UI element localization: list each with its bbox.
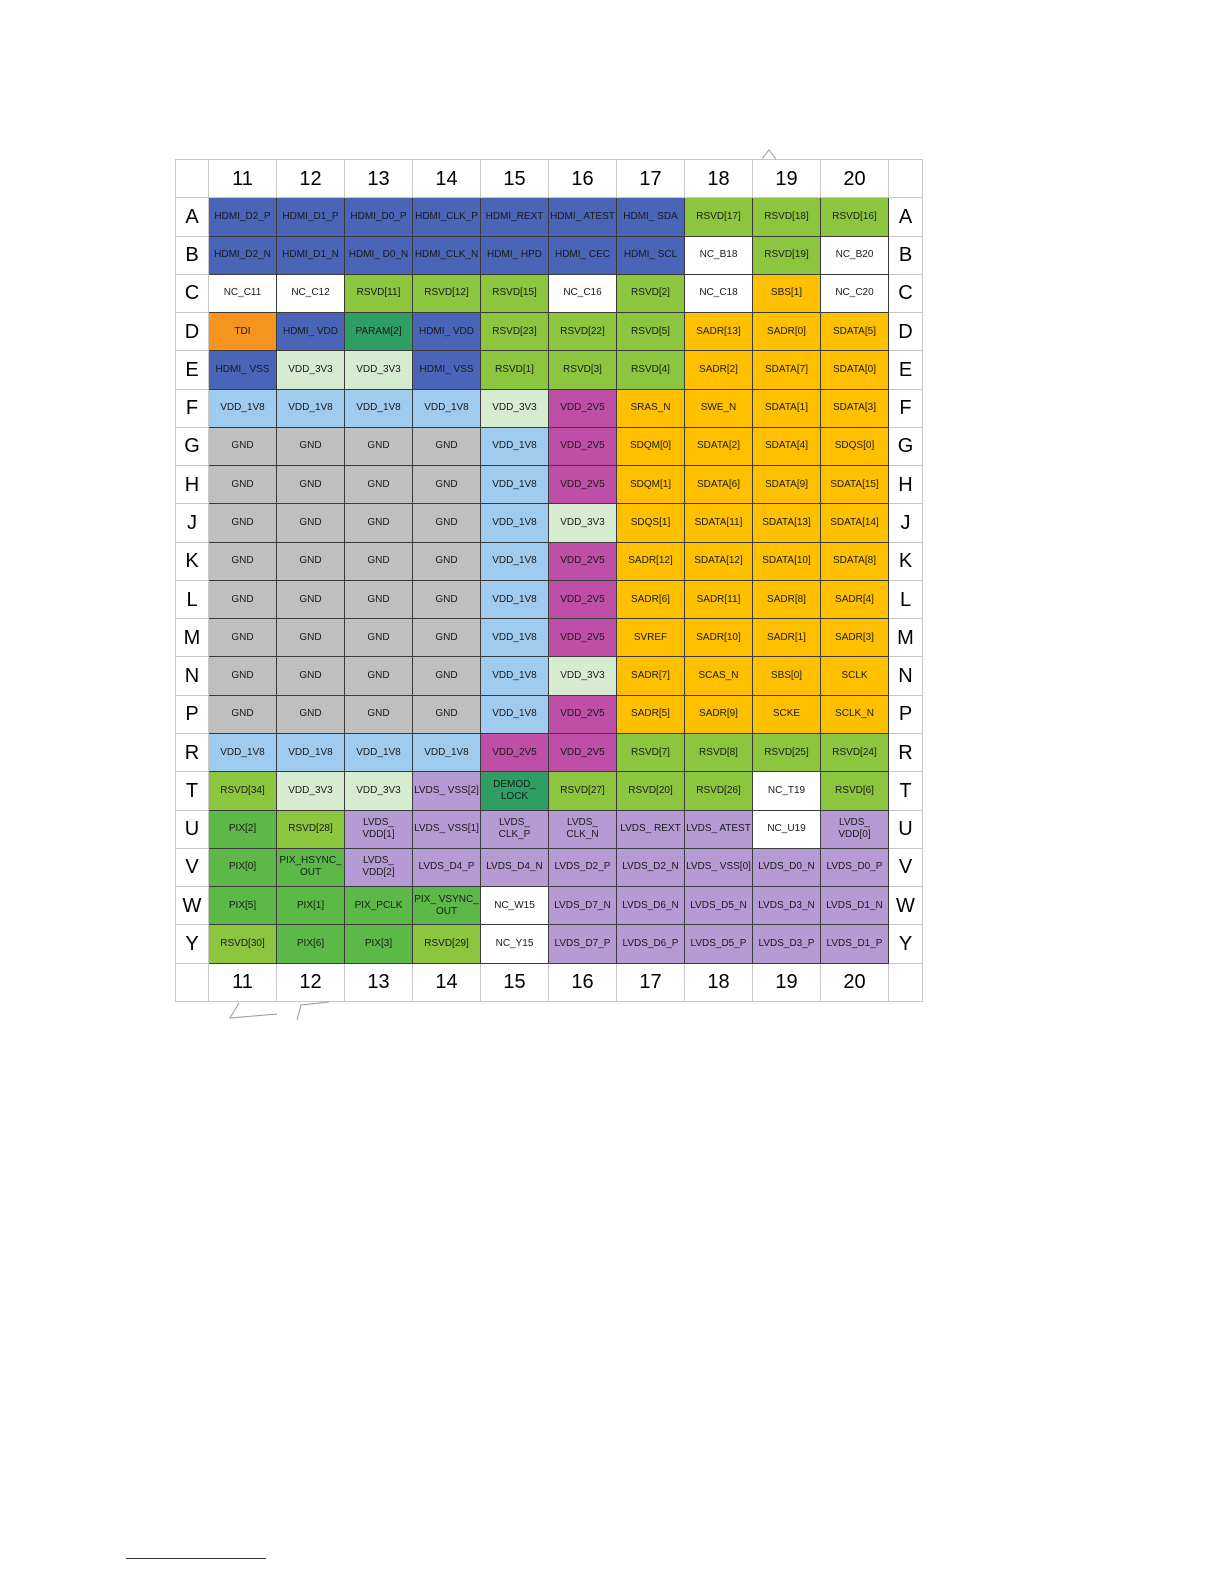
row-label-right: B <box>889 236 923 274</box>
pin-cell-T16: RSVD[27] <box>549 772 617 810</box>
column-header-14: 14 <box>413 963 481 1001</box>
pin-cell-Y16: LVDS_D7_P <box>549 925 617 963</box>
row-label-left: F <box>176 389 209 427</box>
pin-cell-L12: GND <box>277 580 345 618</box>
pin-row-D <box>176 313 923 351</box>
pin-cell-J14: GND <box>413 504 481 542</box>
pin-cell-F11: VDD_1V8 <box>209 389 277 427</box>
pin-cell-Y15: NC_Y15 <box>481 925 549 963</box>
column-header-12: 12 <box>277 963 345 1001</box>
pin-cell-L15: VDD_1V8 <box>481 580 549 618</box>
column-header-19: 19 <box>753 963 821 1001</box>
corner-cell <box>176 160 209 198</box>
pin-cell-F12: VDD_1V8 <box>277 389 345 427</box>
pin-cell-V15: LVDS_D4_N <box>481 848 549 886</box>
row-label-left: J <box>176 504 209 542</box>
pin-cell-R16: VDD_2V5 <box>549 733 617 771</box>
pin-cell-B14: HDMI_CLK_N <box>413 236 481 274</box>
pin-cell-T17: RSVD[20] <box>617 772 685 810</box>
pin-cell-E11: HDMI_ VSS <box>209 351 277 389</box>
pin-row-F <box>176 389 923 427</box>
pin-cell-J18: SDATA[11] <box>685 504 753 542</box>
pin-cell-H19: SDATA[9] <box>753 466 821 504</box>
pin-cell-N20: SCLK <box>821 657 889 695</box>
pin-cell-H20: SDATA[15] <box>821 466 889 504</box>
pin-cell-B20: NC_B20 <box>821 236 889 274</box>
pin-cell-P18: SADR[9] <box>685 695 753 733</box>
column-header-18: 18 <box>685 963 753 1001</box>
pin-cell-D18: SADR[13] <box>685 313 753 351</box>
pin-cell-P15: VDD_1V8 <box>481 695 549 733</box>
pin-row-H <box>176 466 923 504</box>
pin-cell-K13: GND <box>345 542 413 580</box>
pin-cell-L13: GND <box>345 580 413 618</box>
pin-cell-P17: SADR[5] <box>617 695 685 733</box>
pin-cell-A14: HDMI_CLK_P <box>413 198 481 236</box>
row-label-left: D <box>176 313 209 351</box>
pin-cell-F19: SDATA[1] <box>753 389 821 427</box>
pin-cell-A20: RSVD[16] <box>821 198 889 236</box>
pin-cell-Y14: RSVD[29] <box>413 925 481 963</box>
pin-cell-W12: PIX[1] <box>277 887 345 925</box>
pin-cell-C18: NC_C18 <box>685 274 753 312</box>
pin-cell-K15: VDD_1V8 <box>481 542 549 580</box>
pin-row-L <box>176 580 923 618</box>
row-label-right: V <box>889 848 923 886</box>
row-label-left: U <box>176 810 209 848</box>
row-label-right: H <box>889 466 923 504</box>
pin-cell-H11: GND <box>209 466 277 504</box>
column-header-16: 16 <box>549 160 617 198</box>
pin-cell-C14: RSVD[12] <box>413 274 481 312</box>
pin-cell-R12: VDD_1V8 <box>277 733 345 771</box>
pin-cell-G12: GND <box>277 427 345 465</box>
pin-cell-R17: RSVD[7] <box>617 733 685 771</box>
pin-cell-F17: SRAS_N <box>617 389 685 427</box>
pin-cell-B12: HDMI_D1_N <box>277 236 345 274</box>
pin-cell-B16: HDMI_ CEC <box>549 236 617 274</box>
pin-cell-R19: RSVD[25] <box>753 733 821 771</box>
pin-cell-E13: VDD_3V3 <box>345 351 413 389</box>
pin-row-M <box>176 619 923 657</box>
pin-cell-K18: SDATA[12] <box>685 542 753 580</box>
pin-row-U <box>176 810 923 848</box>
pin-cell-W14: PIX_ VSYNC_ OUT <box>413 887 481 925</box>
column-header-17: 17 <box>617 963 685 1001</box>
pin-cell-L14: GND <box>413 580 481 618</box>
row-label-left: R <box>176 733 209 771</box>
row-label-left: W <box>176 887 209 925</box>
pin-cell-U14: LVDS_ VSS[1] <box>413 810 481 848</box>
pin-cell-H16: VDD_2V5 <box>549 466 617 504</box>
pin-cell-K19: SDATA[10] <box>753 542 821 580</box>
pin-cell-B11: HDMI_D2_N <box>209 236 277 274</box>
pin-cell-V18: LVDS_ VSS[0] <box>685 848 753 886</box>
pin-row-N <box>176 657 923 695</box>
row-label-left: N <box>176 657 209 695</box>
pin-cell-L18: SADR[11] <box>685 580 753 618</box>
pin-cell-K12: GND <box>277 542 345 580</box>
pin-cell-W18: LVDS_D5_N <box>685 887 753 925</box>
column-header-14: 14 <box>413 160 481 198</box>
pin-cell-D14: HDMI_ VDD <box>413 313 481 351</box>
pin-cell-Y17: LVDS_D6_P <box>617 925 685 963</box>
pin-cell-L16: VDD_2V5 <box>549 580 617 618</box>
pin-cell-D20: SDATA[5] <box>821 313 889 351</box>
column-header-11: 11 <box>209 160 277 198</box>
pin-cell-L11: GND <box>209 580 277 618</box>
pin-row-W <box>176 887 923 925</box>
pin-cell-M15: VDD_1V8 <box>481 619 549 657</box>
row-label-right: U <box>889 810 923 848</box>
pin-cell-W15: NC_W15 <box>481 887 549 925</box>
pin-cell-K17: SADR[12] <box>617 542 685 580</box>
pin-cell-N11: GND <box>209 657 277 695</box>
pin-cell-H13: GND <box>345 466 413 504</box>
column-header-20: 20 <box>821 160 889 198</box>
pin-cell-D12: HDMI_ VDD <box>277 313 345 351</box>
column-header-16: 16 <box>549 963 617 1001</box>
pin-cell-E15: RSVD[1] <box>481 351 549 389</box>
pin-cell-N15: VDD_1V8 <box>481 657 549 695</box>
pin-cell-T20: RSVD[6] <box>821 772 889 810</box>
pin-cell-K20: SDATA[8] <box>821 542 889 580</box>
pin-cell-W20: LVDS_D1_N <box>821 887 889 925</box>
pin-row-C <box>176 274 923 312</box>
pin-cell-F13: VDD_1V8 <box>345 389 413 427</box>
pin-cell-V13: LVDS_ VDD[2] <box>345 848 413 886</box>
pin-cell-D17: RSVD[5] <box>617 313 685 351</box>
row-label-left: C <box>176 274 209 312</box>
pin-cell-P14: GND <box>413 695 481 733</box>
corner-cell <box>889 160 923 198</box>
pin-cell-R11: VDD_1V8 <box>209 733 277 771</box>
column-header-11: 11 <box>209 963 277 1001</box>
pin-cell-C15: RSVD[15] <box>481 274 549 312</box>
row-label-right: P <box>889 695 923 733</box>
pin-cell-T11: RSVD[34] <box>209 772 277 810</box>
pin-cell-E20: SDATA[0] <box>821 351 889 389</box>
bottom-column-header-row <box>176 963 923 1001</box>
pin-cell-W13: PIX_PCLK <box>345 887 413 925</box>
column-header-15: 15 <box>481 963 549 1001</box>
pin-cell-K11: GND <box>209 542 277 580</box>
row-label-right: F <box>889 389 923 427</box>
pin-cell-F18: SWE_N <box>685 389 753 427</box>
pin-cell-L17: SADR[6] <box>617 580 685 618</box>
pin-cell-J12: GND <box>277 504 345 542</box>
pin-cell-G19: SDATA[4] <box>753 427 821 465</box>
pin-row-K <box>176 542 923 580</box>
pin-cell-J13: GND <box>345 504 413 542</box>
pin-cell-U18: LVDS_ ATEST <box>685 810 753 848</box>
pin-cell-T14: LVDS_ VSS[2] <box>413 772 481 810</box>
pin-cell-U17: LVDS_ REXT <box>617 810 685 848</box>
pin-cell-N12: GND <box>277 657 345 695</box>
pin-row-E <box>176 351 923 389</box>
pin-cell-U19: NC_U19 <box>753 810 821 848</box>
pin-row-R <box>176 733 923 771</box>
pin-cell-W17: LVDS_D6_N <box>617 887 685 925</box>
pin-cell-F16: VDD_2V5 <box>549 389 617 427</box>
column-header-12: 12 <box>277 160 345 198</box>
pin-cell-Y13: PIX[3] <box>345 925 413 963</box>
pin-cell-T18: RSVD[26] <box>685 772 753 810</box>
pin-cell-J15: VDD_1V8 <box>481 504 549 542</box>
pin-cell-H17: SDQM[1] <box>617 466 685 504</box>
pin-cell-H14: GND <box>413 466 481 504</box>
pin-cell-W16: LVDS_D7_N <box>549 887 617 925</box>
row-label-right: W <box>889 887 923 925</box>
pin-cell-N17: SADR[7] <box>617 657 685 695</box>
pin-cell-D16: RSVD[22] <box>549 313 617 351</box>
row-label-right: R <box>889 733 923 771</box>
pin-cell-V11: PIX[0] <box>209 848 277 886</box>
pin-cell-V19: LVDS_D0_N <box>753 848 821 886</box>
row-label-right: E <box>889 351 923 389</box>
row-label-left: V <box>176 848 209 886</box>
pin-cell-D13: PARAM[2] <box>345 313 413 351</box>
pin-row-G <box>176 427 923 465</box>
pin-cell-N14: GND <box>413 657 481 695</box>
row-label-left: L <box>176 580 209 618</box>
pin-cell-R13: VDD_1V8 <box>345 733 413 771</box>
footnote-separator <box>126 1558 266 1559</box>
pin-cell-E12: VDD_3V3 <box>277 351 345 389</box>
pin-row-P <box>176 695 923 733</box>
pin-cell-R18: RSVD[8] <box>685 733 753 771</box>
pin-cell-M11: GND <box>209 619 277 657</box>
pin-cell-R15: VDD_2V5 <box>481 733 549 771</box>
pin-cell-B13: HDMI_ D0_N <box>345 236 413 274</box>
pin-cell-A13: HDMI_D0_P <box>345 198 413 236</box>
pin-cell-T12: VDD_3V3 <box>277 772 345 810</box>
pin-cell-E17: RSVD[4] <box>617 351 685 389</box>
pin-row-T <box>176 772 923 810</box>
pin-cell-E18: SADR[2] <box>685 351 753 389</box>
column-header-19: 19 <box>753 160 821 198</box>
pin-row-V <box>176 848 923 886</box>
row-label-right: J <box>889 504 923 542</box>
pin-cell-J17: SDQS[1] <box>617 504 685 542</box>
pin-cell-K14: GND <box>413 542 481 580</box>
row-label-left: E <box>176 351 209 389</box>
pin-cell-H18: SDATA[6] <box>685 466 753 504</box>
pin-cell-B17: HDMI_ SCL <box>617 236 685 274</box>
row-label-left: B <box>176 236 209 274</box>
pin-cell-C16: NC_C16 <box>549 274 617 312</box>
pin-cell-B15: HDMI_ HPD <box>481 236 549 274</box>
pin-cell-C20: NC_C20 <box>821 274 889 312</box>
pin-cell-P19: SCKE <box>753 695 821 733</box>
top-column-header-row <box>176 160 923 198</box>
row-label-left: A <box>176 198 209 236</box>
corner-cell <box>176 963 209 1001</box>
pin-cell-L19: SADR[8] <box>753 580 821 618</box>
pin-cell-T19: NC_T19 <box>753 772 821 810</box>
pin-cell-A19: RSVD[18] <box>753 198 821 236</box>
pin-cell-A18: RSVD[17] <box>685 198 753 236</box>
column-header-13: 13 <box>345 160 413 198</box>
column-header-20: 20 <box>821 963 889 1001</box>
row-label-left: T <box>176 772 209 810</box>
pin-cell-P16: VDD_2V5 <box>549 695 617 733</box>
pin-row-B <box>176 236 923 274</box>
row-label-right: Y <box>889 925 923 963</box>
column-header-18: 18 <box>685 160 753 198</box>
pin-cell-C19: SBS[1] <box>753 274 821 312</box>
pin-cell-H12: GND <box>277 466 345 504</box>
pin-cell-K16: VDD_2V5 <box>549 542 617 580</box>
bracket-mark <box>225 1000 335 1022</box>
row-label-left: H <box>176 466 209 504</box>
pin-cell-J19: SDATA[13] <box>753 504 821 542</box>
pin-cell-Y12: PIX[6] <box>277 925 345 963</box>
pin-cell-Y11: RSVD[30] <box>209 925 277 963</box>
pin-cell-B18: NC_B18 <box>685 236 753 274</box>
pin-cell-M17: SVREF <box>617 619 685 657</box>
pin-cell-Y18: LVDS_D5_P <box>685 925 753 963</box>
pin-cell-U15: LVDS_ CLK_P <box>481 810 549 848</box>
pin-cell-W19: LVDS_D3_N <box>753 887 821 925</box>
pin-cell-G14: GND <box>413 427 481 465</box>
pin-cell-M16: VDD_2V5 <box>549 619 617 657</box>
pin-cell-J20: SDATA[14] <box>821 504 889 542</box>
row-label-right: T <box>889 772 923 810</box>
pin-cell-Y20: LVDS_D1_P <box>821 925 889 963</box>
pin-row-Y <box>176 925 923 963</box>
pin-cell-D15: RSVD[23] <box>481 313 549 351</box>
corner-cell <box>889 963 923 1001</box>
pin-cell-N19: SBS[0] <box>753 657 821 695</box>
pin-cell-F15: VDD_3V3 <box>481 389 549 427</box>
pin-cell-A15: HDMI_REXT <box>481 198 549 236</box>
pin-cell-P11: GND <box>209 695 277 733</box>
pin-cell-G13: GND <box>345 427 413 465</box>
pin-cell-A16: HDMI_ ATEST <box>549 198 617 236</box>
row-label-right: L <box>889 580 923 618</box>
column-header-13: 13 <box>345 963 413 1001</box>
pin-cell-E16: RSVD[3] <box>549 351 617 389</box>
pin-cell-P20: SCLK_N <box>821 695 889 733</box>
column-header-17: 17 <box>617 160 685 198</box>
pin-cell-N13: GND <box>345 657 413 695</box>
pin-cell-A11: HDMI_D2_P <box>209 198 277 236</box>
pin-cell-G20: SDQS[0] <box>821 427 889 465</box>
pin-cell-M19: SADR[1] <box>753 619 821 657</box>
pin-cell-N18: SCAS_N <box>685 657 753 695</box>
pin-cell-C13: RSVD[11] <box>345 274 413 312</box>
row-label-right: M <box>889 619 923 657</box>
pin-cell-U12: RSVD[28] <box>277 810 345 848</box>
row-label-left: G <box>176 427 209 465</box>
pin-cell-M20: SADR[3] <box>821 619 889 657</box>
pin-cell-R20: RSVD[24] <box>821 733 889 771</box>
pin-cell-G11: GND <box>209 427 277 465</box>
pin-cell-M18: SADR[10] <box>685 619 753 657</box>
pin-cell-G17: SDQM[0] <box>617 427 685 465</box>
pin-cell-R14: VDD_1V8 <box>413 733 481 771</box>
row-label-right: K <box>889 542 923 580</box>
row-label-right: N <box>889 657 923 695</box>
pin-cell-A17: HDMI_ SDA <box>617 198 685 236</box>
pin-cell-C17: RSVD[2] <box>617 274 685 312</box>
pin-cell-U11: PIX[2] <box>209 810 277 848</box>
row-label-right: G <box>889 427 923 465</box>
row-label-right: D <box>889 313 923 351</box>
row-label-left: P <box>176 695 209 733</box>
pin-row-J <box>176 504 923 542</box>
row-label-left: K <box>176 542 209 580</box>
pin-cell-U13: LVDS_ VDD[1] <box>345 810 413 848</box>
pin-cell-E14: HDMI_ VSS <box>413 351 481 389</box>
pin-cell-W11: PIX[5] <box>209 887 277 925</box>
pin-cell-C12: NC_C12 <box>277 274 345 312</box>
pin-cell-H15: VDD_1V8 <box>481 466 549 504</box>
row-label-right: A <box>889 198 923 236</box>
pin-cell-F20: SDATA[3] <box>821 389 889 427</box>
row-label-right: C <box>889 274 923 312</box>
row-label-left: M <box>176 619 209 657</box>
pin-cell-M13: GND <box>345 619 413 657</box>
pin-cell-T15: DEMOD_ LOCK <box>481 772 549 810</box>
pin-cell-V12: PIX_HSYNC_ OUT <box>277 848 345 886</box>
pin-cell-A12: HDMI_D1_P <box>277 198 345 236</box>
pin-cell-P13: GND <box>345 695 413 733</box>
pin-cell-G18: SDATA[2] <box>685 427 753 465</box>
pin-cell-G16: VDD_2V5 <box>549 427 617 465</box>
pin-cell-C11: NC_C11 <box>209 274 277 312</box>
pin-cell-Y19: LVDS_D3_P <box>753 925 821 963</box>
pin-cell-M12: GND <box>277 619 345 657</box>
pin-cell-V20: LVDS_D0_P <box>821 848 889 886</box>
pin-cell-T13: VDD_3V3 <box>345 772 413 810</box>
row-label-left: Y <box>176 925 209 963</box>
pin-map-grid <box>175 159 922 1002</box>
pin-cell-M14: GND <box>413 619 481 657</box>
pin-row-A <box>176 198 923 236</box>
column-header-15: 15 <box>481 160 549 198</box>
pin-cell-B19: RSVD[19] <box>753 236 821 274</box>
pin-cell-D19: SADR[0] <box>753 313 821 351</box>
pin-cell-G15: VDD_1V8 <box>481 427 549 465</box>
pin-cell-V17: LVDS_D2_N <box>617 848 685 886</box>
pin-map-table <box>175 159 923 1002</box>
pin-cell-P12: GND <box>277 695 345 733</box>
pin-cell-F14: VDD_1V8 <box>413 389 481 427</box>
pin-cell-D11: TDI <box>209 313 277 351</box>
pin-cell-U20: LVDS_ VDD[0] <box>821 810 889 848</box>
pin-cell-L20: SADR[4] <box>821 580 889 618</box>
pin-cell-J16: VDD_3V3 <box>549 504 617 542</box>
pin-cell-J11: GND <box>209 504 277 542</box>
pin-cell-E19: SDATA[7] <box>753 351 821 389</box>
pin-cell-N16: VDD_3V3 <box>549 657 617 695</box>
pin-cell-V16: LVDS_D2_P <box>549 848 617 886</box>
pin-cell-U16: LVDS_ CLK_N <box>549 810 617 848</box>
pin-cell-V14: LVDS_D4_P <box>413 848 481 886</box>
